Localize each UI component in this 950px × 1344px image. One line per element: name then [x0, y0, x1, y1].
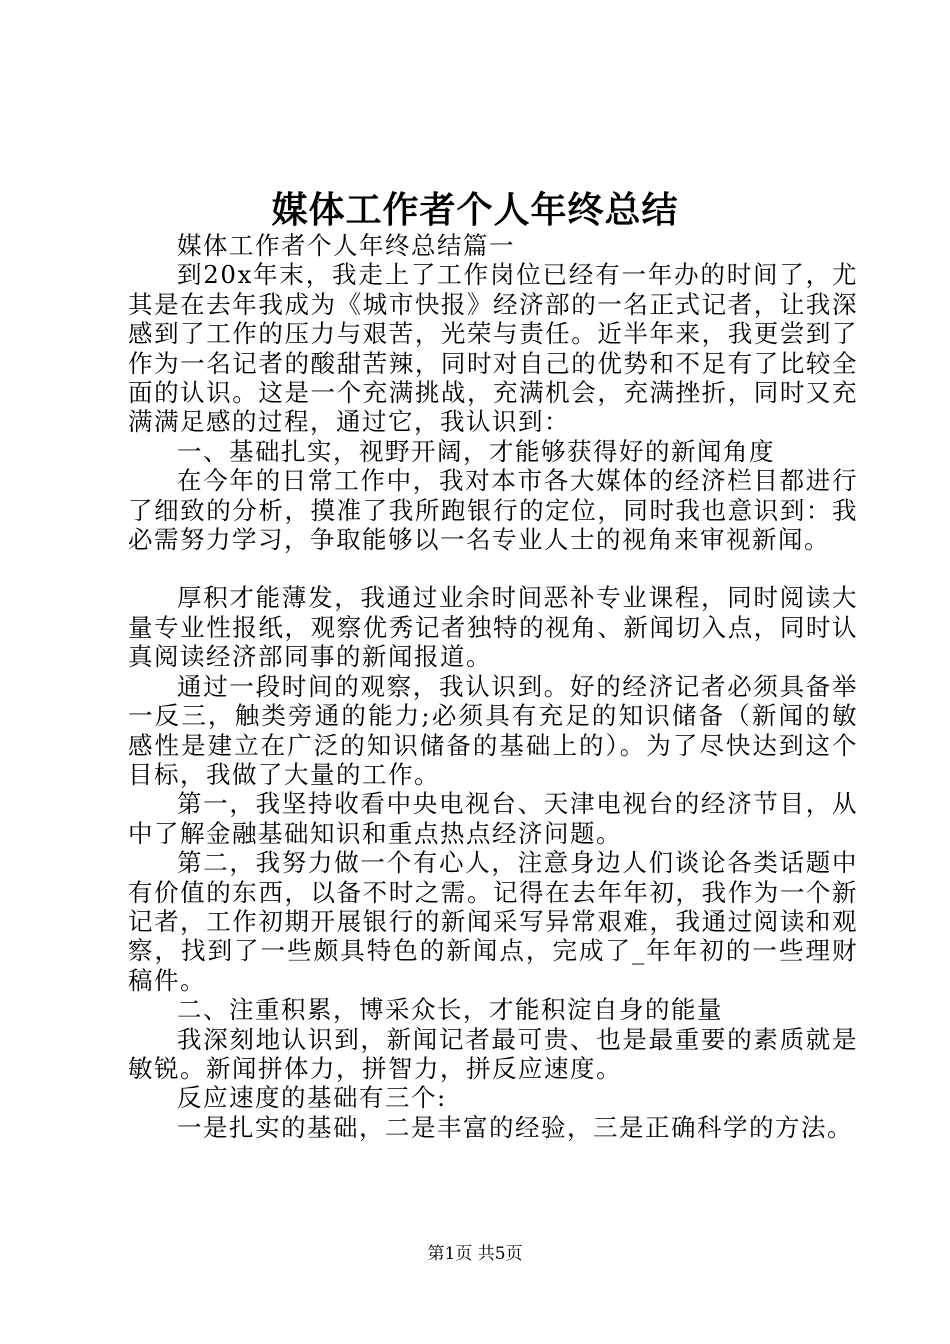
- document-body: [128, 231, 858, 1142]
- paragraph-second: 第二，我努力做一个有心人，注意身边人们谈论各类话题中有价值的东西，以备不时之需。记得在去年年初，我作为一个新记者，工作初期开展银行的新闻采写异常艰难，我通过阅读和观察，找到了一些颇具特色的新闻点，完成了_年年初的一些理财稿件。: [128, 848, 858, 995]
- paragraph-reaction-basis: 反应速度的基础有三个:: [177, 1083, 447, 1113]
- paragraph-section-heading: 媒体工作者个人年终总结篇一: [177, 231, 515, 260]
- paragraph-intro: 到20x年末，我走上了工作岗位已经有一年办的时间了，尤其是在去年我成为《城市快报》经济部的一名正式记者，让我深感到了工作的压力与艰苦，光荣与责任。近半年来，我更尝到了作为一名记者的酸甜苦辣，同时对自己的优势和不足有了比较全面的认识。这是一个充满挑战，充满机会，充满挫折，同时又充满满足感的过程，通过它，我认识到：: [128, 260, 858, 437]
- paragraph-observation: 通过一段时间的观察，我认识到。好的经济记者必须具备举一反三，触类旁通的能力;必须具有充足的知识储备（新闻的敏感性是建立在广泛的知识储备的基础上的）。为了尽快达到这个目标，我做了大量的工作。: [128, 671, 858, 789]
- document-title: 媒体工作者个人年终总结: [271, 189, 679, 231]
- paragraph-heading-one: 一、基础扎实，视野开阔，才能够获得好的新闻角度: [177, 436, 775, 466]
- page-number-footer: 第1页 共5页: [427, 1244, 523, 1264]
- paragraph-three-points: 一是扎实的基础，二是丰富的经验，三是正确科学的方法。: [177, 1112, 853, 1142]
- paragraph-daily-work: 在今年的日常工作中，我对本市各大媒体的经济栏目都进行了细致的分析，摸准了我所跑银行的定位，同时我也意识到：我必需努力学习，争取能够以一名专业人士的视角来审视新闻。: [128, 466, 858, 555]
- paragraph-heading-two: 二、注重积累，博采众长，才能积淀自身的能量: [177, 995, 723, 1025]
- paragraph-first: 第一，我坚持收看中央电视台、天津电视台的经济节目，从中了解金融基础知识和重点热点经济问题。: [128, 789, 858, 848]
- paragraph-sensitivity: 我深刻地认识到，新闻记者最可贵、也是最重要的素质就是敏锐。新闻拼体力，拼智力，拼反应速度。: [128, 1024, 858, 1083]
- paragraph-accumulation: 厚积才能薄发，我通过业余时间恶补专业课程，同时阅读大量专业性报纸，观察优秀记者独特的视角、新闻切入点，同时认真阅读经济部同事的新闻报道。: [128, 583, 858, 672]
